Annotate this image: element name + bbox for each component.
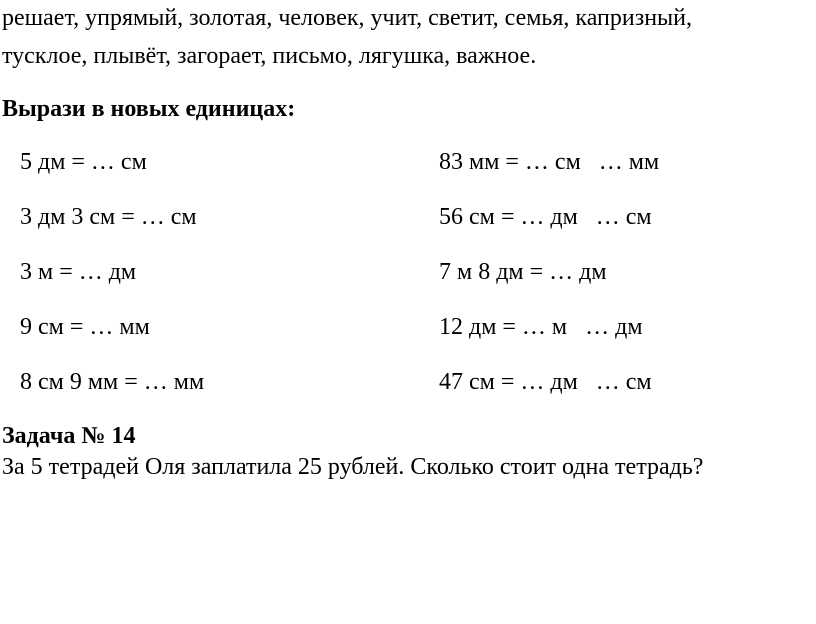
conversion-heading: Вырази в новых единицах: [2, 96, 296, 122]
word-list-line-1: решает, упрямый, золотая, человек, учит, светит, семья, капризный, [2, 5, 693, 31]
conversion-right-2: 56 см = … дм … см [439, 204, 652, 230]
conversion-left-3: 3 м = … дм [20, 259, 137, 285]
conversion-right-4: 12 дм = … м … дм [439, 314, 643, 340]
conversion-left-5: 8 см 9 мм = … мм [20, 369, 205, 395]
task-title: Задача № 14 [2, 423, 136, 449]
conversion-right-3: 7 м 8 дм = … дм [439, 259, 607, 285]
conversion-right-5: 47 см = … дм … см [439, 369, 652, 395]
word-list-line-2: тусклое, плывёт, загорает, письмо, лягушка, важное. [2, 43, 537, 69]
conversion-left-4: 9 см = … мм [20, 314, 150, 340]
conversion-left-1: 5 дм = … см [20, 149, 147, 175]
conversion-right-1: 83 мм = … см … мм [439, 149, 660, 175]
conversion-left-2: 3 дм 3 см = … см [20, 204, 197, 230]
task-text: За 5 тетрадей Оля заплатила 25 рублей. Сколько стоит одна тетрадь? [2, 454, 704, 480]
